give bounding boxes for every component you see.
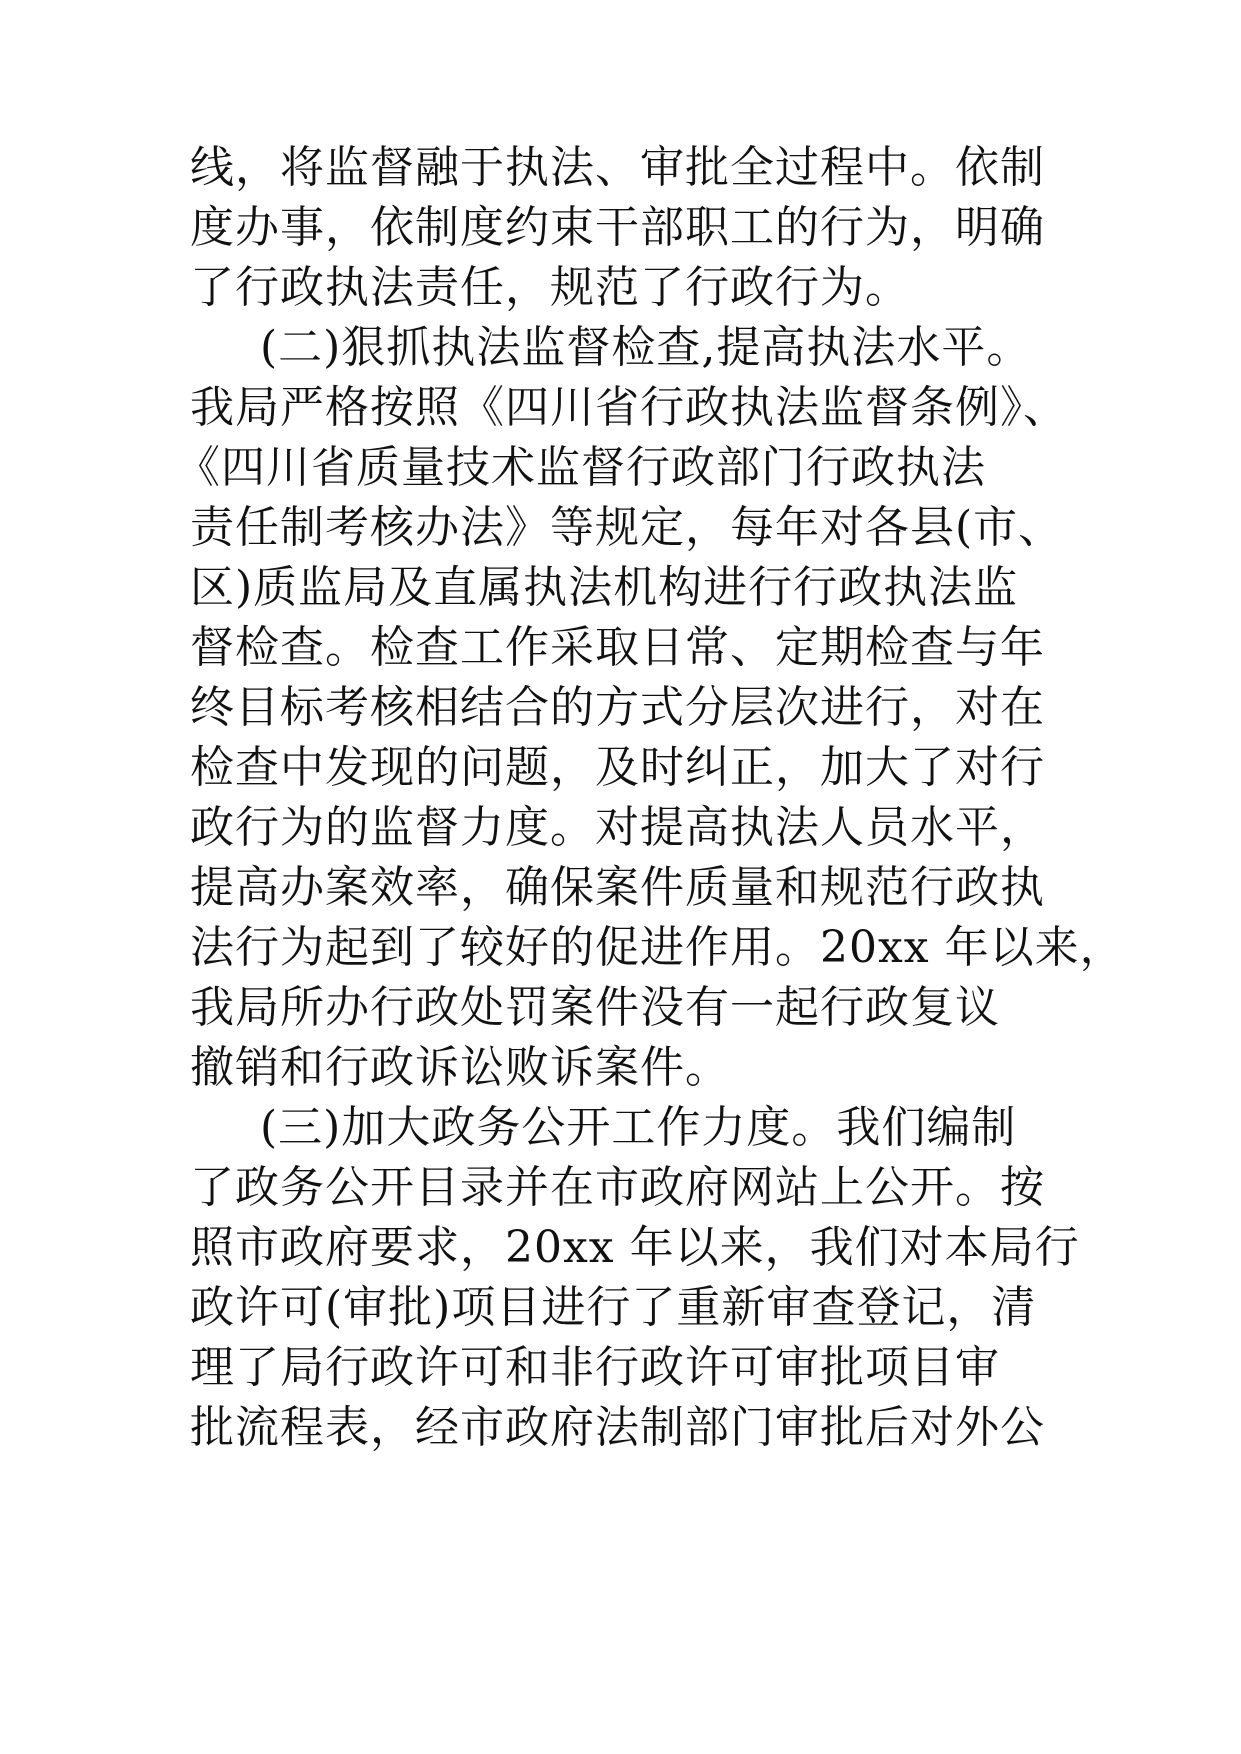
text-line: 我局所办行政处罚案件没有一起行政复议	[190, 982, 1000, 1033]
text-line: 终目标考核相结合的方式分层次进行，对在	[190, 682, 1045, 733]
text-line: 了行政执法责任，规范了行政行为。	[190, 262, 910, 313]
text-line: 区)质监局及直属执法机构进行行政执法监	[190, 562, 1019, 613]
text-line: 照市政府要求，20xx 年以来，我们对本局行	[190, 1222, 1080, 1273]
text-line: 理了局行政许可和非行政许可审批项目审	[190, 1342, 1000, 1393]
text-line: 了政务公开目录并在市政府网站上公开。按	[190, 1162, 1045, 1213]
text-line: 我局严格按照《四川省行政执法监督条例》、	[190, 382, 1068, 433]
text-line: 批流程表，经市政府法制部门审批后对外公	[190, 1402, 1045, 1453]
text-line: 检查中发现的问题，及时纠正，加大了对行	[190, 742, 1045, 793]
text-line: 督检查。检查工作采取日常、定期检查与年	[190, 622, 1045, 673]
text-line: 法行为起到了较好的促进作用。20xx 年以来，	[190, 922, 1125, 973]
text-line: 线，将监督融于执法、审批全过程中。依制	[190, 142, 1045, 193]
text-line: 撤销和行政诉讼败诉案件。	[190, 1042, 730, 1093]
text-line: 责任制考核办法》等规定，每年对各县(市、	[190, 502, 1064, 553]
text-line: 政许可(审批)项目进行了重新审查登记，清	[190, 1282, 1037, 1333]
section-heading-line: (二)狠抓执法监督检查,提高执法水平。	[260, 322, 1032, 373]
text-line: 政行为的监督力度。对提高执法人员水平，	[190, 802, 1045, 853]
section-heading-line: (三)加大政务公开工作力度。我们编制	[260, 1102, 1017, 1153]
text-line: 提高办案效率，确保案件质量和规范行政执	[190, 862, 1045, 913]
text-line: 度办事，依制度约束干部职工的行为，明确	[190, 202, 1045, 253]
text-line: 《四川省质量技术监督行政部门行政执法	[176, 442, 986, 493]
